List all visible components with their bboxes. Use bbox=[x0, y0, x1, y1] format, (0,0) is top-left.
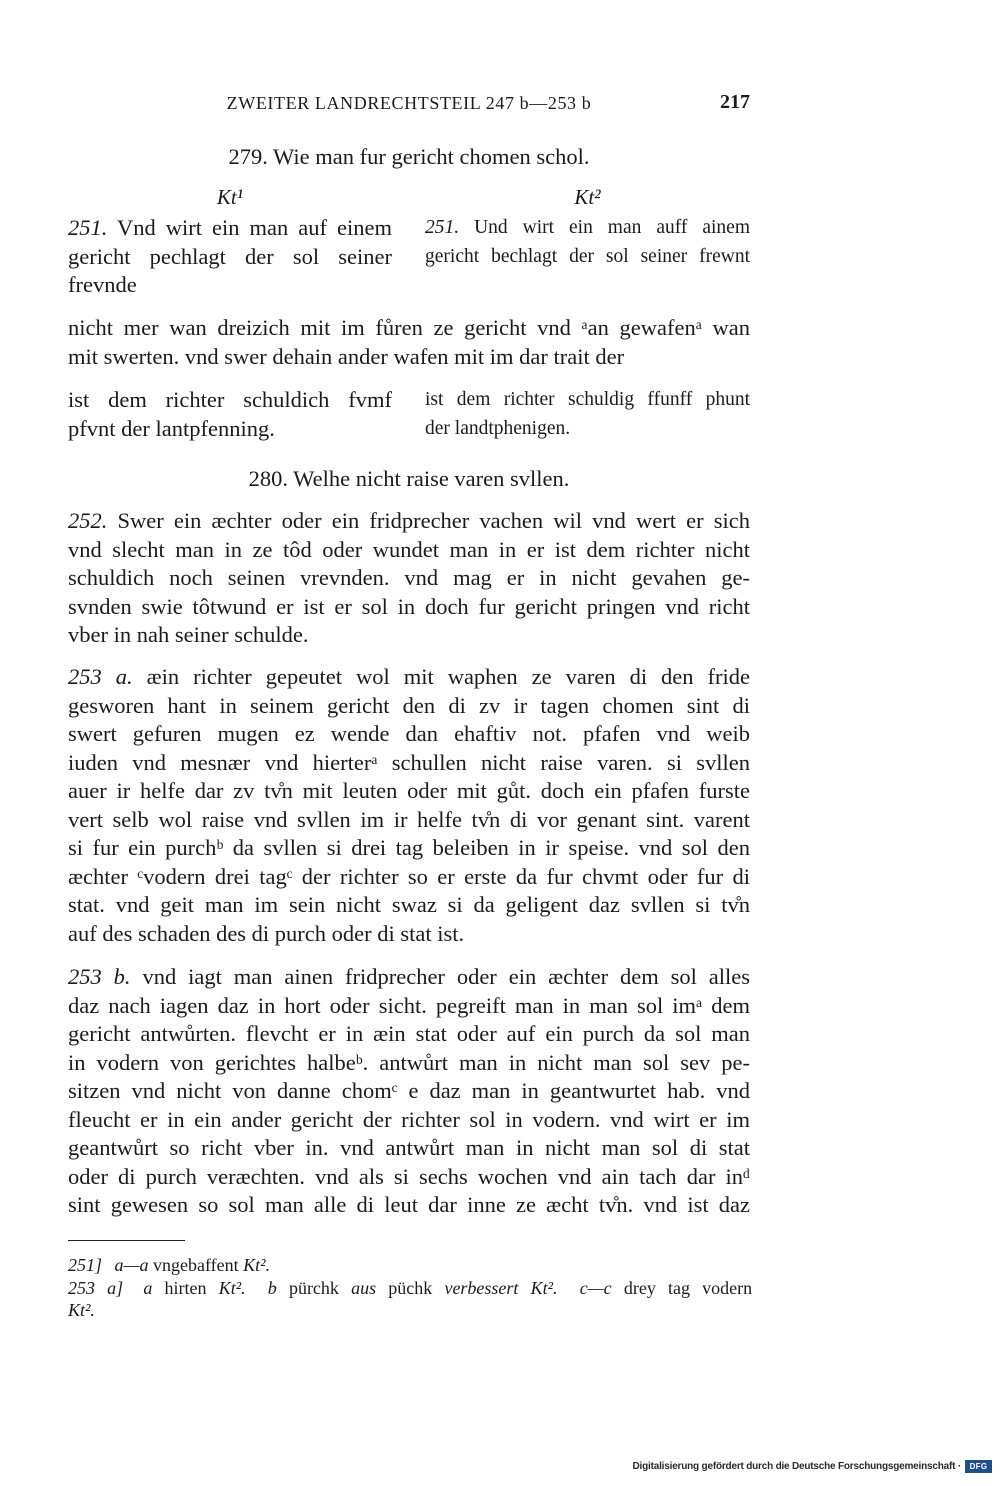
line-text: stat. vnd geit man im sein nicht swaz si da geligent daz svllen si tv̊n bbox=[68, 892, 750, 917]
line-text: sitzen vnd nicht von danne chomᶜ e daz man in geantwurtet hab. vnd bbox=[68, 1078, 750, 1103]
line-text: ist dem richter schuldich fvmf bbox=[68, 387, 392, 412]
section-heading-279: 279. Wie man fur gericht chomen schol. bbox=[228, 144, 590, 169]
line-text: gericht pechlagt der sol seiner bbox=[68, 243, 392, 269]
line-text: swert gefuren mugen ez wende dan ehaftiv not. pfafen vnd weib bbox=[68, 721, 750, 746]
text-line bbox=[68, 243, 392, 272]
line-text: vnd slecht man in ze tôd oder wundet man in er ist dem richter nicht bbox=[68, 536, 750, 562]
article-number: 253 a. bbox=[68, 664, 133, 689]
footnote-siglum: Kt². bbox=[243, 1255, 271, 1275]
witness-label-kt2: Kt² bbox=[574, 185, 601, 209]
article-251-kt2-opening bbox=[425, 214, 750, 271]
text-line bbox=[68, 891, 750, 920]
article-253a bbox=[68, 663, 750, 948]
credit-text: Digitalisierung gefördert durch die Deutsche Forschungsgemeinschaft · bbox=[632, 1461, 961, 1472]
text-line bbox=[68, 564, 750, 593]
article-253b bbox=[68, 963, 750, 1220]
article-number: 251. bbox=[425, 217, 460, 238]
text-line bbox=[68, 415, 392, 444]
text-line bbox=[68, 621, 750, 650]
line-text: vert selb wol raise vnd svllen im ir helfe tv̊n di vor genant sint. varent bbox=[68, 806, 750, 832]
footnote-remark: aus bbox=[351, 1277, 377, 1298]
article-number: 253 b. bbox=[68, 964, 131, 989]
text-line bbox=[68, 1163, 750, 1192]
section-heading-280: 280. Welhe nicht raise varen svllen. bbox=[248, 466, 570, 491]
text-line bbox=[425, 415, 750, 444]
footnote-ref: 251] bbox=[68, 1255, 103, 1275]
footnotes bbox=[68, 1254, 752, 1322]
line-text: sint gewesen so sol man alle di leut dar inne ze æcht tv̊n. vnd ist daz bbox=[68, 1192, 750, 1217]
text-line bbox=[425, 386, 750, 415]
article-251-kt2-closing bbox=[425, 386, 750, 443]
footnote-siglum: Kt². bbox=[530, 1277, 558, 1298]
footnote-siglum: Kt². bbox=[68, 1300, 95, 1320]
line-text: Und wirt ein man auff ainem bbox=[474, 217, 750, 238]
line-text: in vodern von gerichtes halbeᵇ. antwůrt man in nicht man sol sev pe- bbox=[68, 1049, 750, 1075]
line-text: auer ir helfe dar zv tv̊n mit leuten oder mit gůt. doch ein pfafen furste bbox=[68, 778, 750, 803]
footnote-mark: c—c bbox=[579, 1277, 612, 1298]
text-line bbox=[68, 777, 750, 806]
running-title: ZWEITER LANDRECHTSTEIL 247 b—253 b bbox=[226, 93, 592, 113]
line-text: auf des schaden des di purch oder di stat ist. bbox=[68, 920, 465, 946]
text-line bbox=[425, 214, 750, 243]
line-text: svnden swie tôtwund er ist er sol in doch fur gericht pringen vnd richt bbox=[68, 593, 750, 619]
footnote-reading: vngebaffent bbox=[153, 1255, 239, 1275]
footnote-253a bbox=[68, 1277, 752, 1300]
digitization-credit bbox=[633, 1459, 992, 1474]
text-line bbox=[68, 314, 750, 343]
text-line bbox=[68, 992, 750, 1021]
line-text: iuden vnd mesnær vnd hierterᵃ schullen nicht raise varen. si svllen bbox=[68, 749, 750, 775]
line-text: Swer ein æchter oder ein fridprecher vachen wil vnd wert er sich bbox=[117, 508, 751, 533]
text-line bbox=[68, 920, 750, 949]
article-252 bbox=[68, 507, 750, 650]
text-line bbox=[68, 1077, 750, 1106]
line-text: daz nach iagen daz in hort oder sicht. pegreift man in man sol imᵃ dem bbox=[68, 992, 750, 1018]
line-text: vnd iagt man ainen fridprecher oder ein æchter dem sol alles bbox=[142, 964, 750, 989]
line-text: vber in nah seiner schulde. bbox=[68, 622, 309, 647]
line-text: ist dem richter schuldig ffunff phunt bbox=[425, 389, 750, 410]
article-251-common-text bbox=[68, 314, 750, 371]
text-line bbox=[68, 963, 750, 992]
text-line bbox=[68, 593, 750, 622]
line-text: si fur ein purchᵇ da svllen si drei tag beleiben in ir speise. vnd sol den bbox=[68, 835, 750, 860]
line-text: oder di purch veræchten. vnd als si sechs wochen vnd ain tach dar inᵈ bbox=[68, 1163, 750, 1189]
article-number: 252. bbox=[68, 508, 108, 533]
witness-label-kt1: Kt¹ bbox=[216, 185, 244, 209]
text-line bbox=[425, 243, 750, 272]
line-text: æin richter gepeutet wol mit waphen ze varen di den fride bbox=[146, 664, 750, 689]
line-text: nicht mer wan dreizich mit im fůren ze gericht vnd ᵃan gewafenᵃ wan bbox=[68, 315, 750, 340]
text-line bbox=[68, 214, 392, 243]
line-text: gericht bechlagt der sol seiner frewnt bbox=[425, 245, 750, 267]
footnote-reading: hirten bbox=[164, 1277, 207, 1298]
article-251-kt1-closing bbox=[68, 386, 392, 443]
dfg-logo: DFG bbox=[965, 1460, 992, 1473]
footnote-253a-continuation bbox=[68, 1299, 752, 1322]
line-text: mit swerten. vnd swer dehain ander wafen mit im dar trait der bbox=[68, 343, 625, 369]
footnote-mark: a bbox=[143, 1277, 153, 1298]
footnote-original-reading: püchk bbox=[388, 1277, 433, 1298]
line-text: frevnde bbox=[68, 272, 137, 297]
footnote-251 bbox=[68, 1254, 752, 1277]
text-line bbox=[68, 749, 750, 778]
text-line bbox=[68, 692, 750, 721]
text-line bbox=[68, 343, 750, 372]
text-line bbox=[68, 1020, 750, 1049]
text-line bbox=[68, 386, 392, 415]
text-line bbox=[68, 834, 750, 863]
line-text: fleucht er in ein ander gericht der richter sol in vodern. vnd wirt er im bbox=[68, 1106, 750, 1132]
text-line bbox=[68, 536, 750, 565]
line-text: gesworen hant in seinem gericht den di zv ir tagen chomen sint di bbox=[68, 692, 750, 718]
line-text: pfvnt der lantpfenning. bbox=[68, 415, 275, 441]
text-line bbox=[68, 1106, 750, 1135]
line-text: Vnd wirt ein man auf einem bbox=[116, 215, 392, 240]
footnote-remark: verbessert bbox=[444, 1277, 519, 1298]
footnote-mark: b bbox=[267, 1277, 277, 1298]
text-line bbox=[68, 663, 750, 692]
text-line bbox=[68, 507, 750, 536]
line-text: der landtphenigen. bbox=[425, 417, 571, 439]
text-line bbox=[68, 806, 750, 835]
text-line bbox=[68, 1134, 750, 1163]
article-number: 251. bbox=[68, 215, 108, 240]
text-line bbox=[68, 863, 750, 892]
line-text: schuldich noch seinen vrevnden. vnd mag er in nicht gevahen ge- bbox=[68, 565, 750, 590]
footnote-rule bbox=[68, 1240, 185, 1241]
footnote-mark: a—a bbox=[114, 1255, 149, 1275]
text-line bbox=[68, 720, 750, 749]
line-text: æchter ᶜvodern drei tagᶜ der richter so er erste da fur chvmt oder fur di bbox=[68, 863, 750, 889]
footnote-siglum: Kt². bbox=[218, 1277, 246, 1298]
text-line bbox=[68, 1049, 750, 1078]
line-text: geantwůrt so richt vber in. vnd antwůrt man in nicht man sol di stat bbox=[68, 1135, 750, 1160]
page-number: 217 bbox=[720, 91, 750, 113]
text-line bbox=[68, 271, 392, 300]
footnote-reading: drey tag vodern bbox=[623, 1277, 753, 1298]
footnote-ref: 253 a] bbox=[68, 1277, 124, 1298]
line-text: gericht antwůrten. flevcht er in æin stat oder auf ein purch da sol man bbox=[68, 1021, 750, 1046]
article-251-kt1-opening bbox=[68, 214, 392, 300]
text-line bbox=[68, 1191, 750, 1220]
footnote-reading: pürchk bbox=[288, 1277, 339, 1298]
